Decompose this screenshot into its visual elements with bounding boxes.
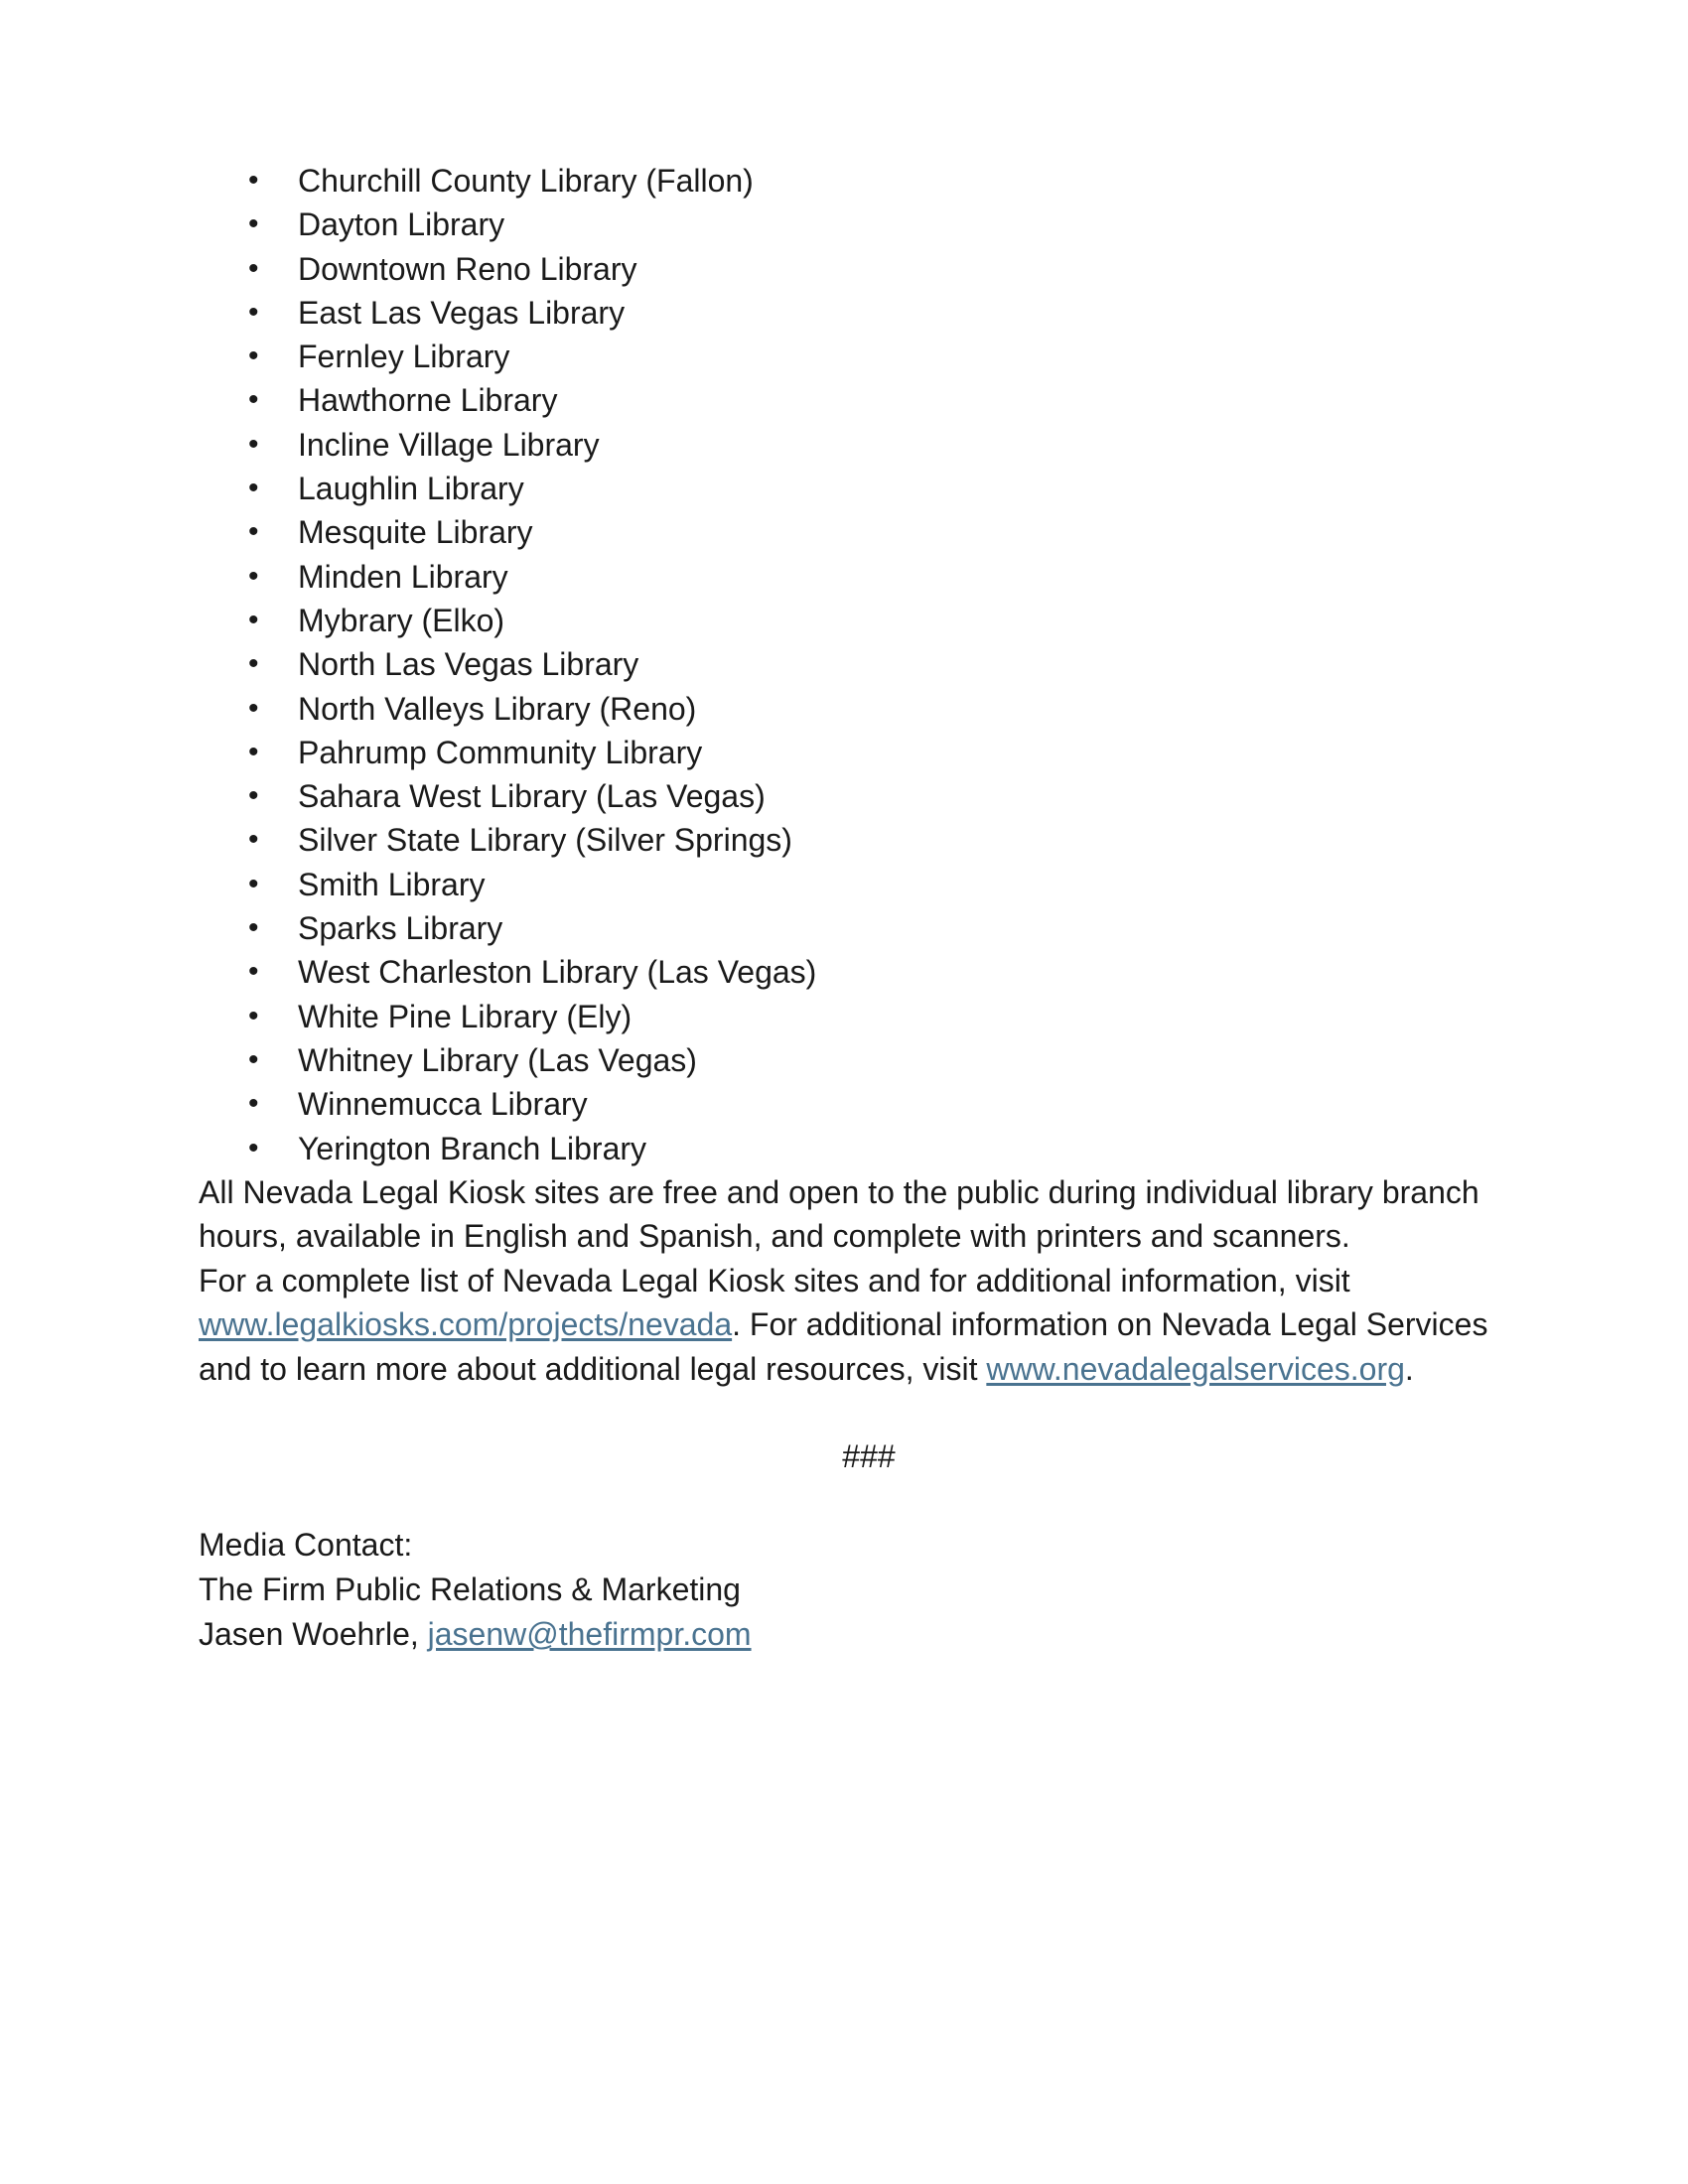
bullet-icon: •: [248, 340, 259, 373]
media-contact-organization: The Firm Public Relations & Marketing: [199, 1571, 741, 1608]
bullet-icon: •: [248, 559, 259, 593]
bullet-icon: •: [248, 867, 259, 900]
library-list-item: [199, 423, 1489, 467]
library-list-item: [199, 774, 1489, 818]
media-contact-person: [199, 1612, 1489, 1657]
availability-paragraph: All Nevada Legal Kiosk sites are free and open to the public during individual library branch hours, available in English and Spanish, and complete with printers and scanners.: [199, 1173, 1479, 1255]
bullet-icon: •: [248, 1131, 259, 1164]
bullet-icon: •: [248, 472, 259, 505]
bullet-icon: •: [248, 779, 259, 813]
library-list-item: [199, 510, 1489, 554]
library-list-item: [199, 863, 1489, 906]
bullet-icon: •: [248, 735, 259, 768]
library-name: Mybrary (Elko): [298, 602, 505, 638]
bullet-icon: •: [248, 911, 259, 945]
library-list-item: [199, 335, 1489, 378]
library-name: North Las Vegas Library: [298, 646, 639, 683]
more-info-paragraph: [199, 1259, 1489, 1392]
library-name: Whitney Library (Las Vegas): [298, 1041, 697, 1078]
bullet-icon: •: [248, 383, 259, 417]
library-name: East Las Vegas Library: [298, 294, 626, 331]
library-name: Minden Library: [298, 558, 508, 595]
library-name: North Valleys Library (Reno): [298, 690, 697, 727]
library-list-item: [199, 159, 1489, 203]
library-list-item: [199, 378, 1489, 422]
media-contact-name: Jasen Woehrle,: [199, 1616, 428, 1653]
bullet-icon: •: [248, 999, 259, 1032]
library-name: Incline Village Library: [298, 426, 600, 463]
library-list-item: [199, 247, 1489, 291]
bullet-icon: •: [248, 515, 259, 549]
media-contact: [199, 1523, 1489, 1657]
library-name: Smith Library: [298, 866, 486, 902]
legalkiosks-link[interactable]: www.legalkiosks.com/projects/nevada: [199, 1306, 733, 1343]
library-list-item: [199, 467, 1489, 510]
library-list-item: [199, 599, 1489, 642]
library-list-item: [199, 687, 1489, 731]
library-name: Winnemucca Library: [298, 1086, 588, 1123]
media-contact-heading: Media Contact:: [199, 1527, 413, 1564]
nevadalegalservices-link[interactable]: www.nevadalegalservices.org: [986, 1350, 1405, 1387]
bullet-icon: •: [248, 955, 259, 989]
library-list-item: [199, 995, 1489, 1038]
library-name: White Pine Library (Ely): [298, 998, 633, 1034]
library-name: Silver State Library (Silver Springs): [298, 822, 792, 859]
library-list-item: [199, 291, 1489, 335]
library-name: Mesquite Library: [298, 514, 533, 551]
library-name: Churchill County Library (Fallon): [298, 163, 754, 199]
bullet-icon: •: [248, 207, 259, 241]
bullet-icon: •: [248, 603, 259, 636]
library-name: Downtown Reno Library: [298, 250, 637, 287]
library-name: Fernley Library: [298, 339, 510, 375]
library-list-item: [199, 642, 1489, 686]
library-list-item: [199, 731, 1489, 774]
bullet-icon: •: [248, 1087, 259, 1121]
more-info-text-3: .: [1404, 1350, 1414, 1387]
library-name: Laughlin Library: [298, 471, 524, 507]
more-info-text-2: . For additional information on Nevada Legal Services and to learn more about additional legal resources, visit: [199, 1306, 1488, 1387]
library-list-item: [199, 1082, 1489, 1126]
bullet-icon: •: [248, 295, 259, 329]
library-list-item: [199, 203, 1489, 246]
library-name: Pahrump Community Library: [298, 734, 703, 770]
library-name: Sparks Library: [298, 910, 503, 947]
library-name: Yerington Branch Library: [298, 1130, 647, 1166]
library-list-item: [199, 906, 1489, 950]
document-page: [199, 159, 1489, 1657]
media-contact-email-link[interactable]: jasenw@thefirmpr.com: [427, 1616, 752, 1653]
bullet-icon: •: [248, 251, 259, 285]
library-list-item: [199, 950, 1489, 994]
bullet-icon: •: [248, 647, 259, 681]
library-list-item: [199, 1038, 1489, 1082]
library-name: Dayton Library: [298, 206, 505, 243]
library-name: Sahara West Library (Las Vegas): [298, 778, 766, 815]
library-name: Hawthorne Library: [298, 382, 558, 419]
bullet-icon: •: [248, 1042, 259, 1076]
more-info-text-1: For a complete list of Nevada Legal Kiosk sites and for additional information, visit: [199, 1262, 1350, 1298]
bullet-icon: •: [248, 427, 259, 461]
bullet-icon: •: [248, 823, 259, 857]
library-name: West Charleston Library (Las Vegas): [298, 954, 817, 991]
library-list-item: [199, 818, 1489, 862]
library-list-item: [199, 1127, 1489, 1170]
end-mark: ###: [842, 1438, 896, 1475]
bullet-icon: •: [248, 691, 259, 725]
library-list-item: [199, 555, 1489, 599]
bullet-icon: •: [248, 164, 259, 197]
library-list: [199, 159, 1489, 1170]
